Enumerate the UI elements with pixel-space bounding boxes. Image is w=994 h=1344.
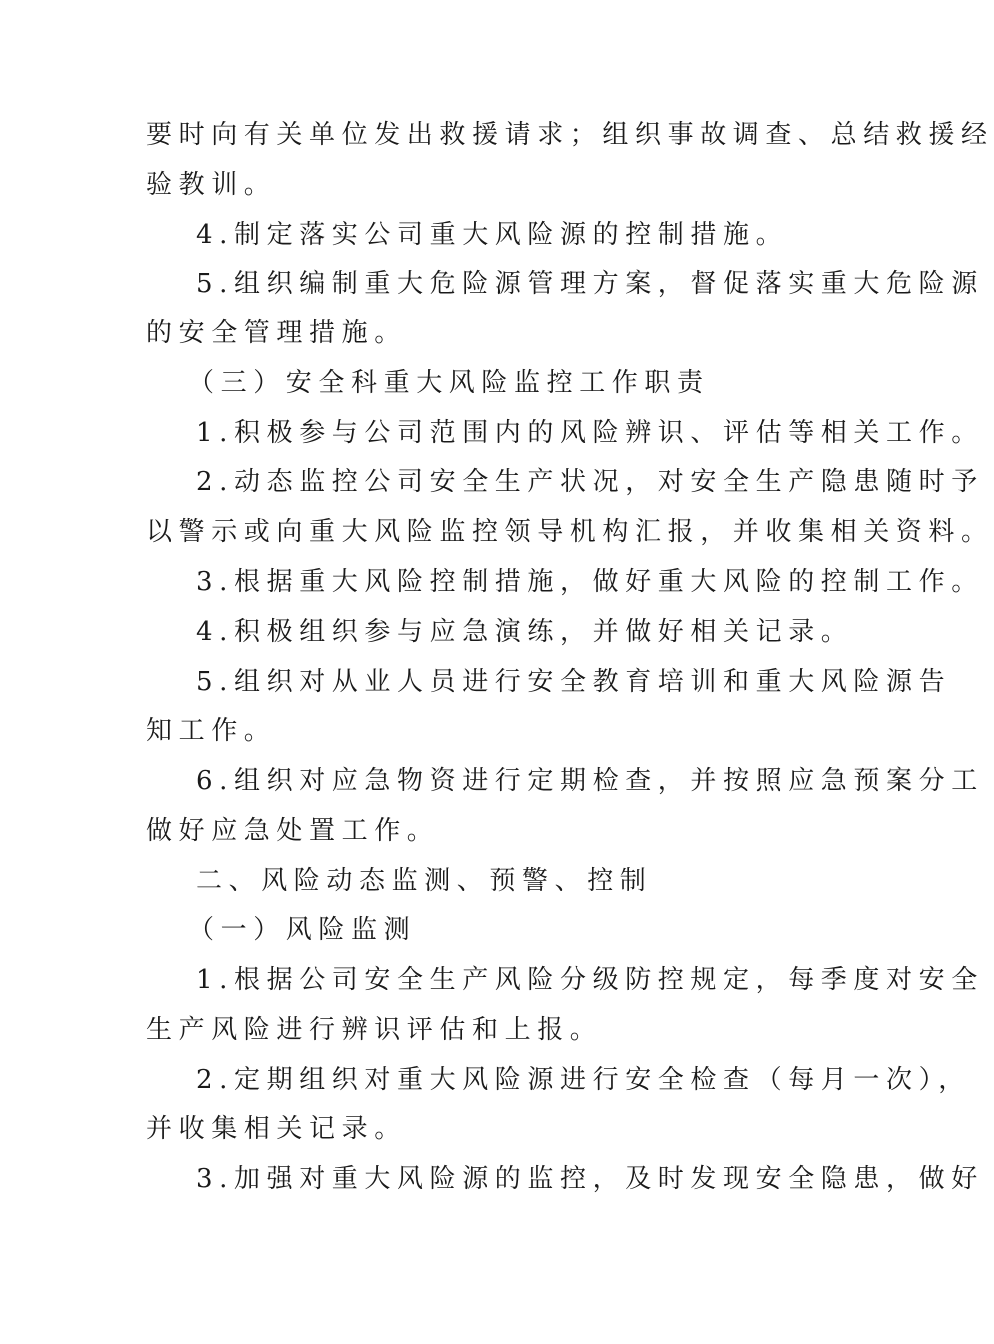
text-line: 4.制定落实公司重大风险源的控制措施。 [196,220,789,250]
text-line: 以警示或向重大风险监控领导机构汇报，并收集相关资料。 [146,517,994,547]
text-line: 1.根据公司安全生产风险分级防控规定，每季度对安全 [196,965,984,995]
text-line: 的安全管理措施。 [146,318,407,348]
text-line: 2.动态监控公司安全生产状况，对安全生产隐患随时予 [196,467,984,497]
text-line: 6.组织对应急物资进行定期检查，并按照应急预案分工 [196,766,984,796]
text-line: 5.组织对从业人员进行安全教育培训和重大风险源告 [196,667,952,697]
text-line: 5.组织编制重大危险源管理方案，督促落实重大危险源 [196,269,984,299]
text-line: 1.积极参与公司范围内的风险辨识、评估等相关工作。 [196,418,984,448]
text-line: 4.积极组织参与应急演练，并做好相关记录。 [196,617,854,647]
text-line: 并收集相关记录。 [146,1114,407,1144]
text-line: 生产风险进行辨识评估和上报。 [146,1015,603,1045]
text-line: 3.加强对重大风险源的监控，及时发现安全隐患，做好 [196,1164,984,1194]
text-line: 验教训。 [146,170,277,200]
section-heading: 二、风险动态监测、预警、控制 [196,866,653,896]
text-line: 要时向有关单位发出救援请求；组织事故调查、总结救援经 [146,120,994,150]
text-line: 知工作。 [146,716,277,746]
section-heading: （三）安全科重大风险监控工作职责 [188,368,710,398]
text-line: 做好应急处置工作。 [146,816,440,846]
text-line: 3.根据重大风险控制措施，做好重大风险的控制工作。 [196,567,984,597]
text-line: 2.定期组织对重大风险源进行安全检查（每月一次）， [196,1065,971,1095]
section-heading: （一）风险监测 [188,915,417,945]
